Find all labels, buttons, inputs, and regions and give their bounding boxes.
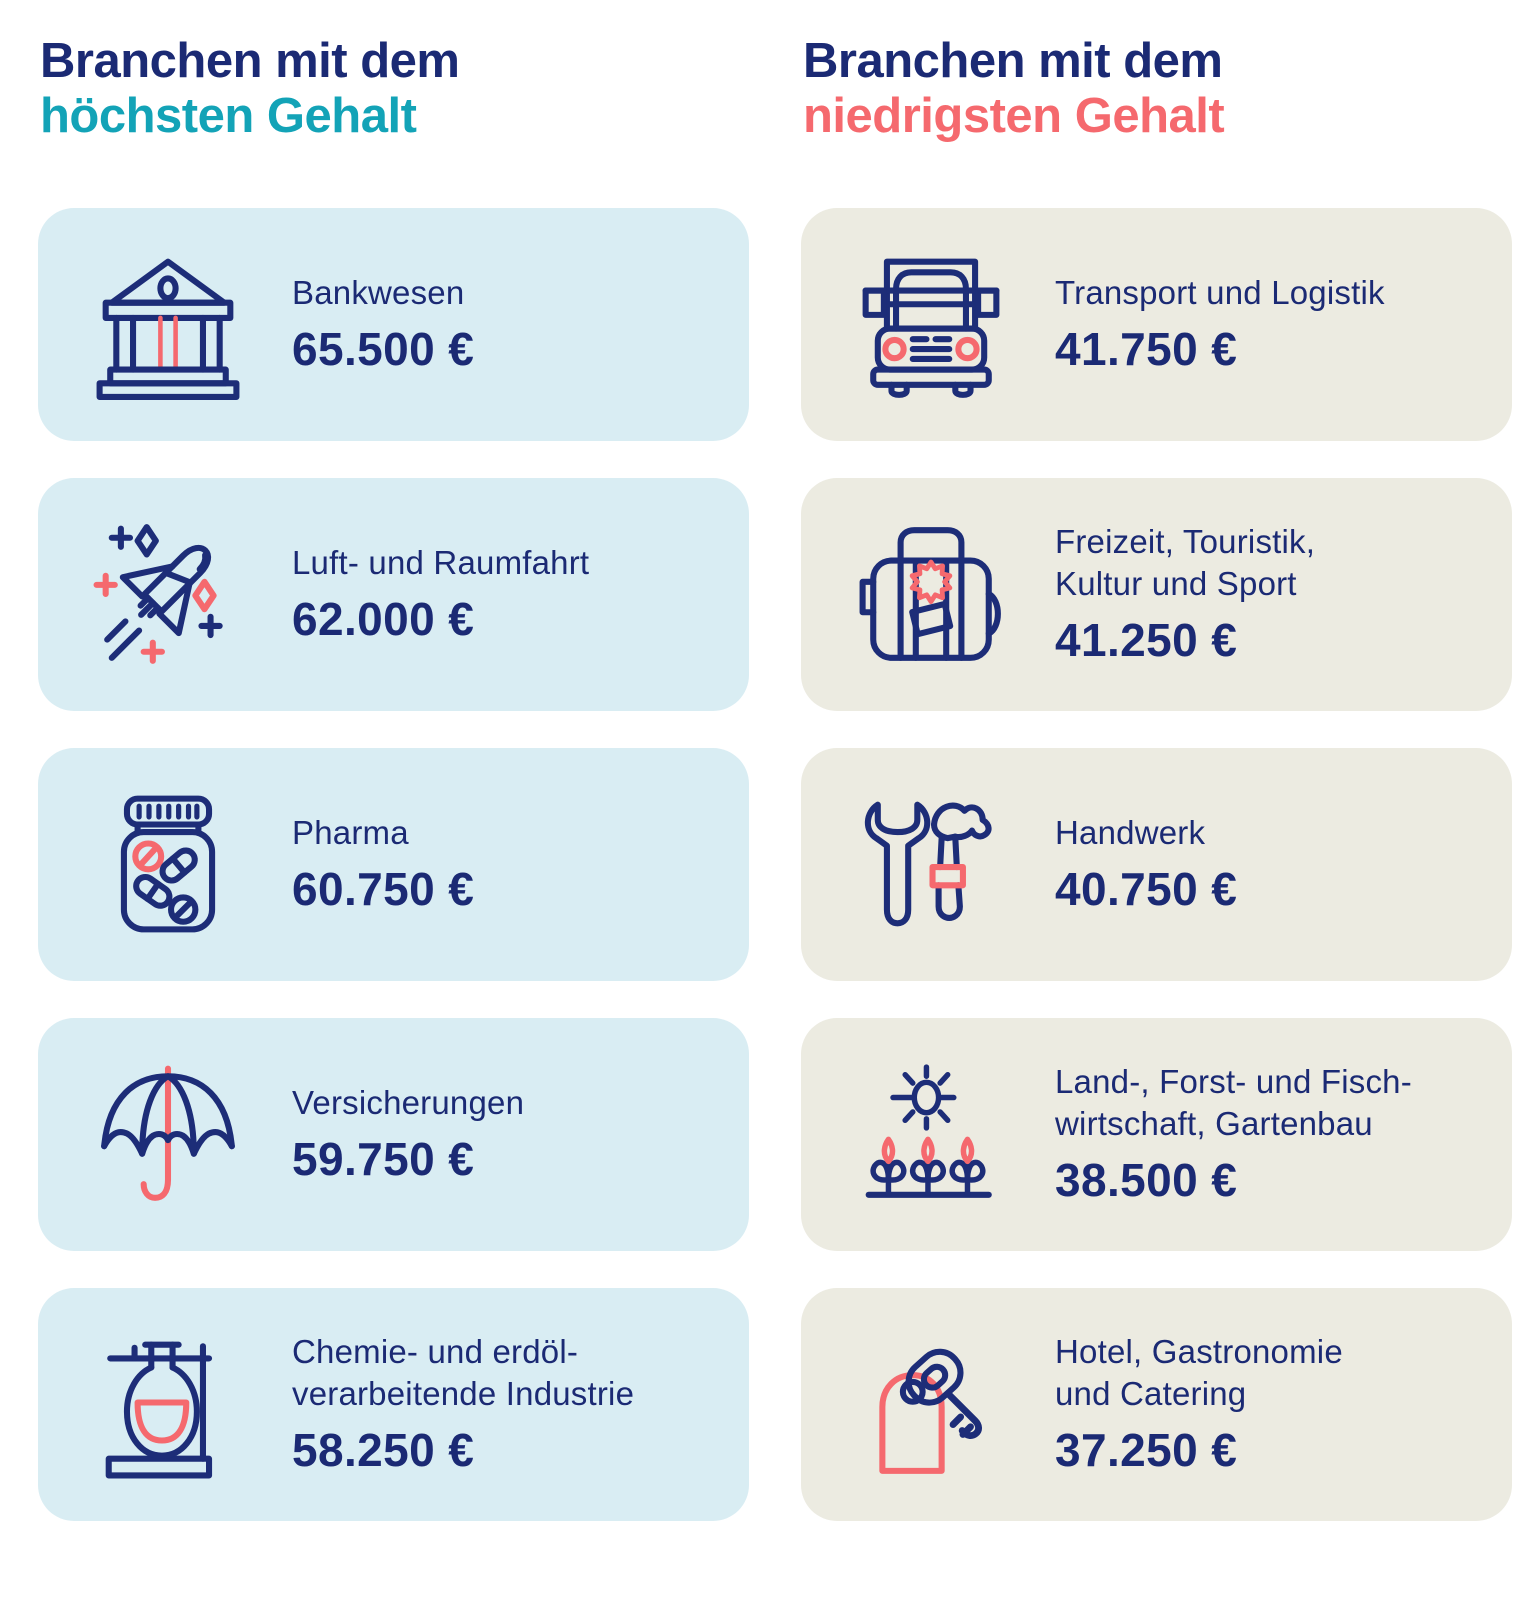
industry-card-versicherungen bbox=[38, 1018, 749, 1251]
industry-card-bankwesen bbox=[38, 208, 749, 441]
industry-label: Luft- und Raumfahrt bbox=[292, 544, 590, 582]
card-text bbox=[292, 542, 589, 646]
industry-card-hotel bbox=[801, 1288, 1512, 1521]
industry-card-freizeit bbox=[801, 478, 1512, 711]
industry-card-chemie bbox=[38, 1288, 749, 1521]
salary-value: 60.750 € bbox=[292, 863, 475, 916]
salary-value: 65.500 € bbox=[292, 323, 475, 376]
card-text bbox=[1055, 1061, 1412, 1207]
industry-label: Land-, Forst- und Fisch- wirtschaft, Gartenbau bbox=[1055, 1063, 1412, 1143]
salary-value: 37.250 € bbox=[1055, 1424, 1238, 1477]
heading-highest bbox=[40, 34, 749, 144]
card-text bbox=[292, 812, 474, 916]
rocket-icon bbox=[82, 518, 254, 670]
industry-label: Bankwesen bbox=[292, 274, 465, 312]
salary-value: 58.250 € bbox=[292, 1424, 475, 1477]
card-text bbox=[292, 1331, 634, 1477]
heading-line-2: höchsten Gehalt bbox=[40, 88, 417, 143]
industry-card-pharma bbox=[38, 748, 749, 981]
card-text bbox=[292, 272, 474, 376]
industry-label: Versicherungen bbox=[292, 1084, 525, 1122]
industry-label: Hotel, Gastronomie und Catering bbox=[1055, 1333, 1343, 1413]
salary-value: 41.250 € bbox=[1055, 614, 1238, 667]
key-tag-icon bbox=[845, 1328, 1017, 1480]
bank-icon bbox=[82, 248, 254, 400]
industry-card-luft-raumfahrt bbox=[38, 478, 749, 711]
industry-card-landwirtschaft bbox=[801, 1018, 1512, 1251]
salary-value: 62.000 € bbox=[292, 593, 475, 646]
column-highest-salary bbox=[38, 34, 749, 1558]
bus-icon bbox=[845, 248, 1017, 400]
card-text bbox=[1055, 812, 1237, 916]
heading-line-2: niedrigsten Gehalt bbox=[803, 88, 1225, 143]
industry-label: Pharma bbox=[292, 814, 409, 852]
salary-value: 40.750 € bbox=[1055, 863, 1238, 916]
industry-label: Handwerk bbox=[1055, 814, 1206, 852]
card-text bbox=[1055, 521, 1315, 667]
industry-label: Freizeit, Touristik, Kultur und Sport bbox=[1055, 523, 1316, 603]
salary-value: 59.750 € bbox=[292, 1133, 475, 1186]
card-text bbox=[292, 1082, 524, 1186]
industry-label: Chemie- und erdöl- verarbeitende Industrie bbox=[292, 1333, 635, 1413]
industry-card-transport bbox=[801, 208, 1512, 441]
pill-jar-icon bbox=[82, 788, 254, 940]
heading-line-1: Branchen mit dem bbox=[40, 34, 460, 88]
umbrella-icon bbox=[82, 1058, 254, 1210]
card-text bbox=[1055, 272, 1385, 376]
agriculture-icon bbox=[845, 1058, 1017, 1210]
tools-icon bbox=[845, 788, 1017, 940]
heading-line-1: Branchen mit dem bbox=[803, 34, 1223, 88]
salary-value: 41.750 € bbox=[1055, 323, 1238, 376]
salary-value: 38.500 € bbox=[1055, 1154, 1238, 1207]
suitcase-icon bbox=[845, 518, 1017, 670]
industry-card-handwerk bbox=[801, 748, 1512, 981]
industry-label: Transport und Logistik bbox=[1055, 274, 1385, 312]
heading-lowest bbox=[803, 34, 1512, 144]
card-text bbox=[1055, 1331, 1343, 1477]
chemistry-flask-icon bbox=[82, 1328, 254, 1480]
column-lowest-salary bbox=[801, 34, 1512, 1558]
